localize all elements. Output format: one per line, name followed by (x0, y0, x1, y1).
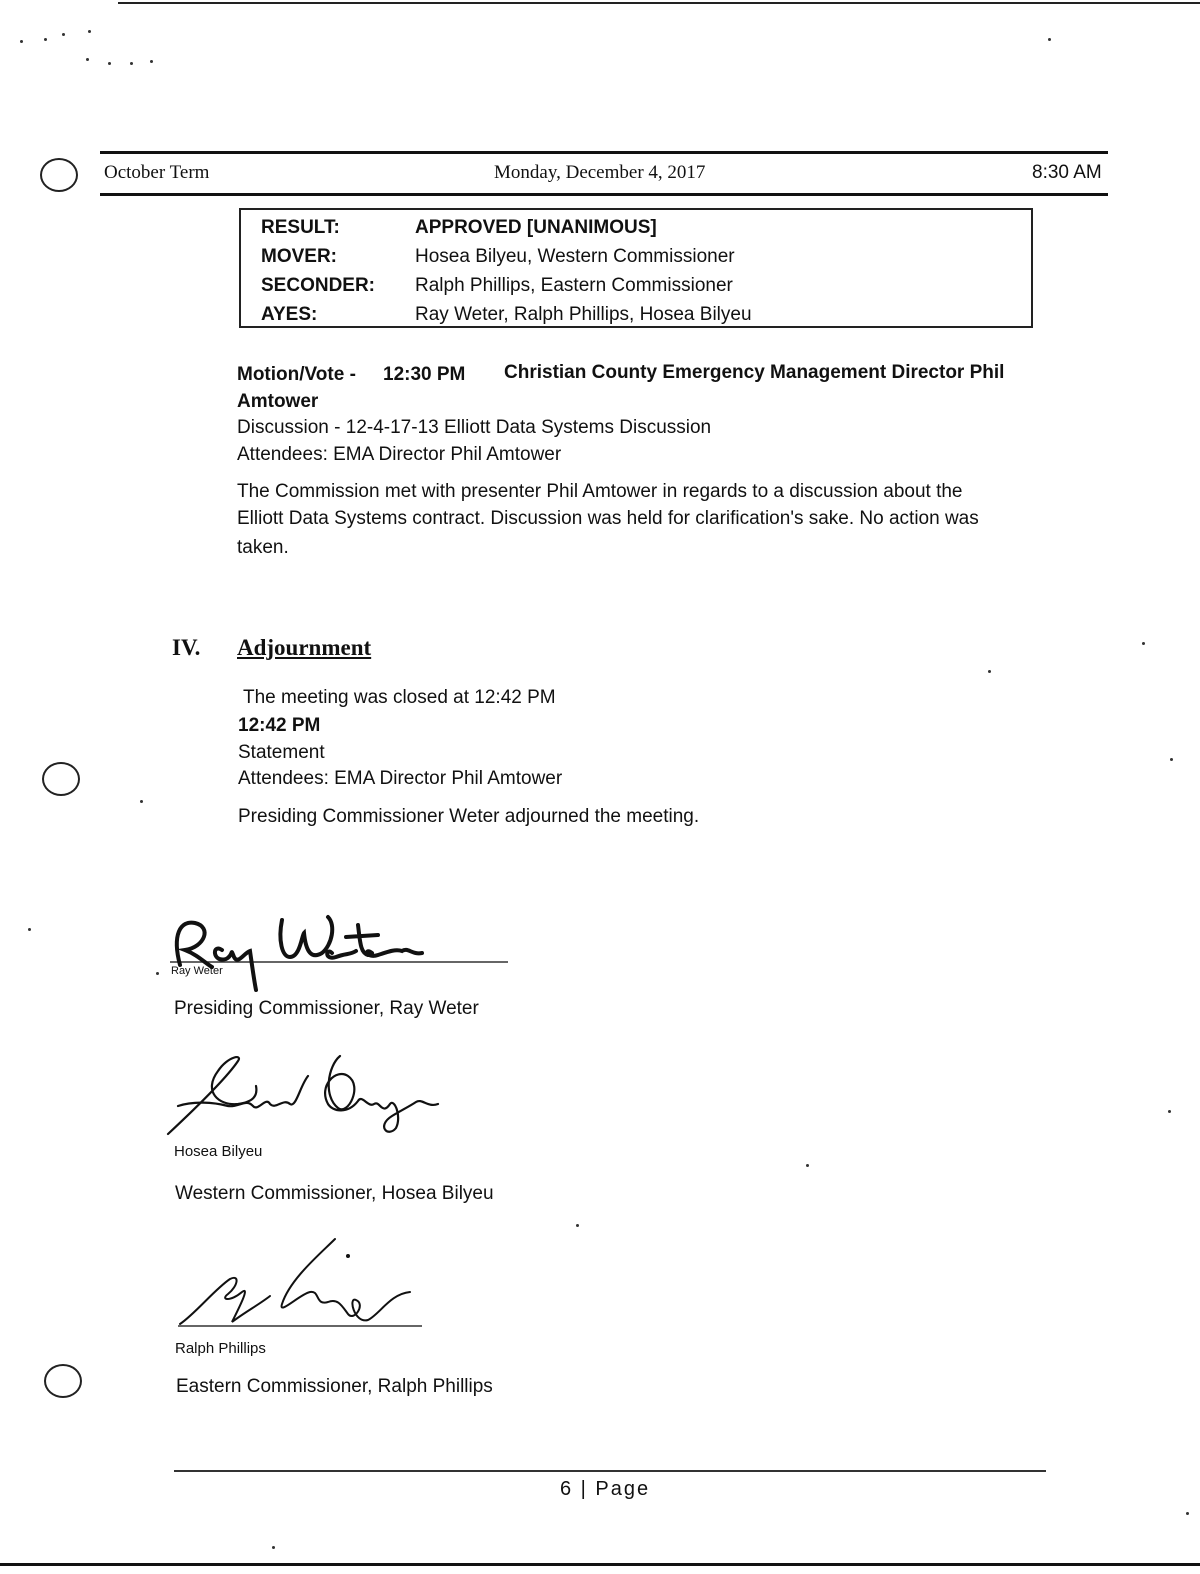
motion-paragraph-line: Elliott Data Systems contract. Discussion was held for clarification's sake. No action was (237, 508, 979, 529)
punch-hole (40, 158, 78, 192)
motion-title: Christian County Emergency Management Director Phil (504, 362, 1005, 383)
mover-label: MOVER: (261, 246, 337, 267)
signature-printed-name: Hosea Bilyeu (174, 1143, 263, 1160)
scan-speck (1048, 38, 1051, 41)
motion-title-cont: Amtower (237, 391, 319, 412)
scan-speck (62, 33, 65, 36)
scan-speck (576, 1224, 579, 1227)
adjournment-attendees: Attendees: EMA Director Phil Amtower (238, 768, 563, 789)
scan-speck (806, 1164, 809, 1167)
page-number: 6 | Page (560, 1478, 651, 1500)
scan-speck (988, 670, 991, 673)
scan-speck (150, 60, 153, 63)
scan-speck (1186, 1512, 1189, 1515)
result-label: RESULT: (261, 217, 340, 238)
scan-speck (130, 62, 133, 65)
ayes-value: Ray Weter, Ralph Phillips, Hosea Bilyeu (415, 304, 752, 325)
header-rule-top (100, 151, 1108, 154)
signature-printed-name: Ralph Phillips (175, 1340, 266, 1357)
header-term: October Term (104, 162, 210, 183)
signature-title: Western Commissioner, Hosea Bilyeu (175, 1183, 494, 1204)
motion-prefix: Motion/Vote - (237, 364, 356, 385)
scan-speck (156, 972, 159, 975)
adjournment-statement: Statement (238, 742, 325, 763)
section-title: Adjournment (237, 635, 372, 660)
scan-speck (20, 40, 23, 43)
scan-bottom-border (0, 1563, 1200, 1566)
punch-hole (42, 762, 80, 796)
motion-time: 12:30 PM (383, 364, 466, 385)
mover-value: Hosea Bilyeu, Western Commissioner (415, 246, 735, 267)
motion-discussion: Discussion - 12-4-17-13 Elliott Data Systems Discussion (237, 417, 712, 438)
motion-paragraph-line: taken. (237, 537, 289, 558)
scan-speck (86, 58, 89, 61)
scan-speck (140, 800, 143, 803)
section-number: IV. (172, 635, 201, 660)
scan-speck (88, 30, 91, 33)
header-rule-bottom (100, 193, 1108, 196)
signature-title: Eastern Commissioner, Ralph Phillips (176, 1376, 493, 1397)
vote-result-box (239, 208, 1033, 328)
footer-rule (174, 1470, 1046, 1472)
seconder-value: Ralph Phillips, Eastern Commissioner (415, 275, 733, 296)
signature-ralph-phillips (170, 1234, 430, 1334)
signature-hosea-bilyeu (158, 1046, 458, 1141)
header-time: 8:30 AM (1032, 162, 1102, 183)
adjournment-text: Presiding Commissioner Weter adjourned the meeting. (238, 806, 700, 827)
scan-speck (272, 1546, 275, 1549)
motion-paragraph-line: The Commission met with presenter Phil Amtower in regards to a discussion about the (237, 481, 963, 502)
adjournment-time: 12:42 PM (238, 715, 321, 736)
scan-speck (28, 928, 31, 931)
result-value: APPROVED [UNANIMOUS] (415, 217, 657, 238)
scan-speck (1170, 758, 1173, 761)
motion-attendees: Attendees: EMA Director Phil Amtower (237, 444, 562, 465)
adjournment-closed: The meeting was closed at 12:42 PM (243, 687, 556, 708)
scan-top-border (118, 2, 1200, 4)
scan-speck (108, 62, 111, 65)
header-date: Monday, December 4, 2017 (494, 162, 706, 183)
signature-printed-name: Ray Weter (171, 965, 223, 977)
scan-speck (44, 38, 47, 41)
scan-speck (1168, 1110, 1171, 1113)
signature-ray-weter (150, 895, 520, 995)
ayes-label: AYES: (261, 304, 318, 325)
seconder-label: SECONDER: (261, 275, 376, 296)
signature-title: Presiding Commissioner, Ray Weter (174, 998, 479, 1019)
punch-hole (44, 1364, 82, 1398)
scan-speck (1142, 642, 1145, 645)
